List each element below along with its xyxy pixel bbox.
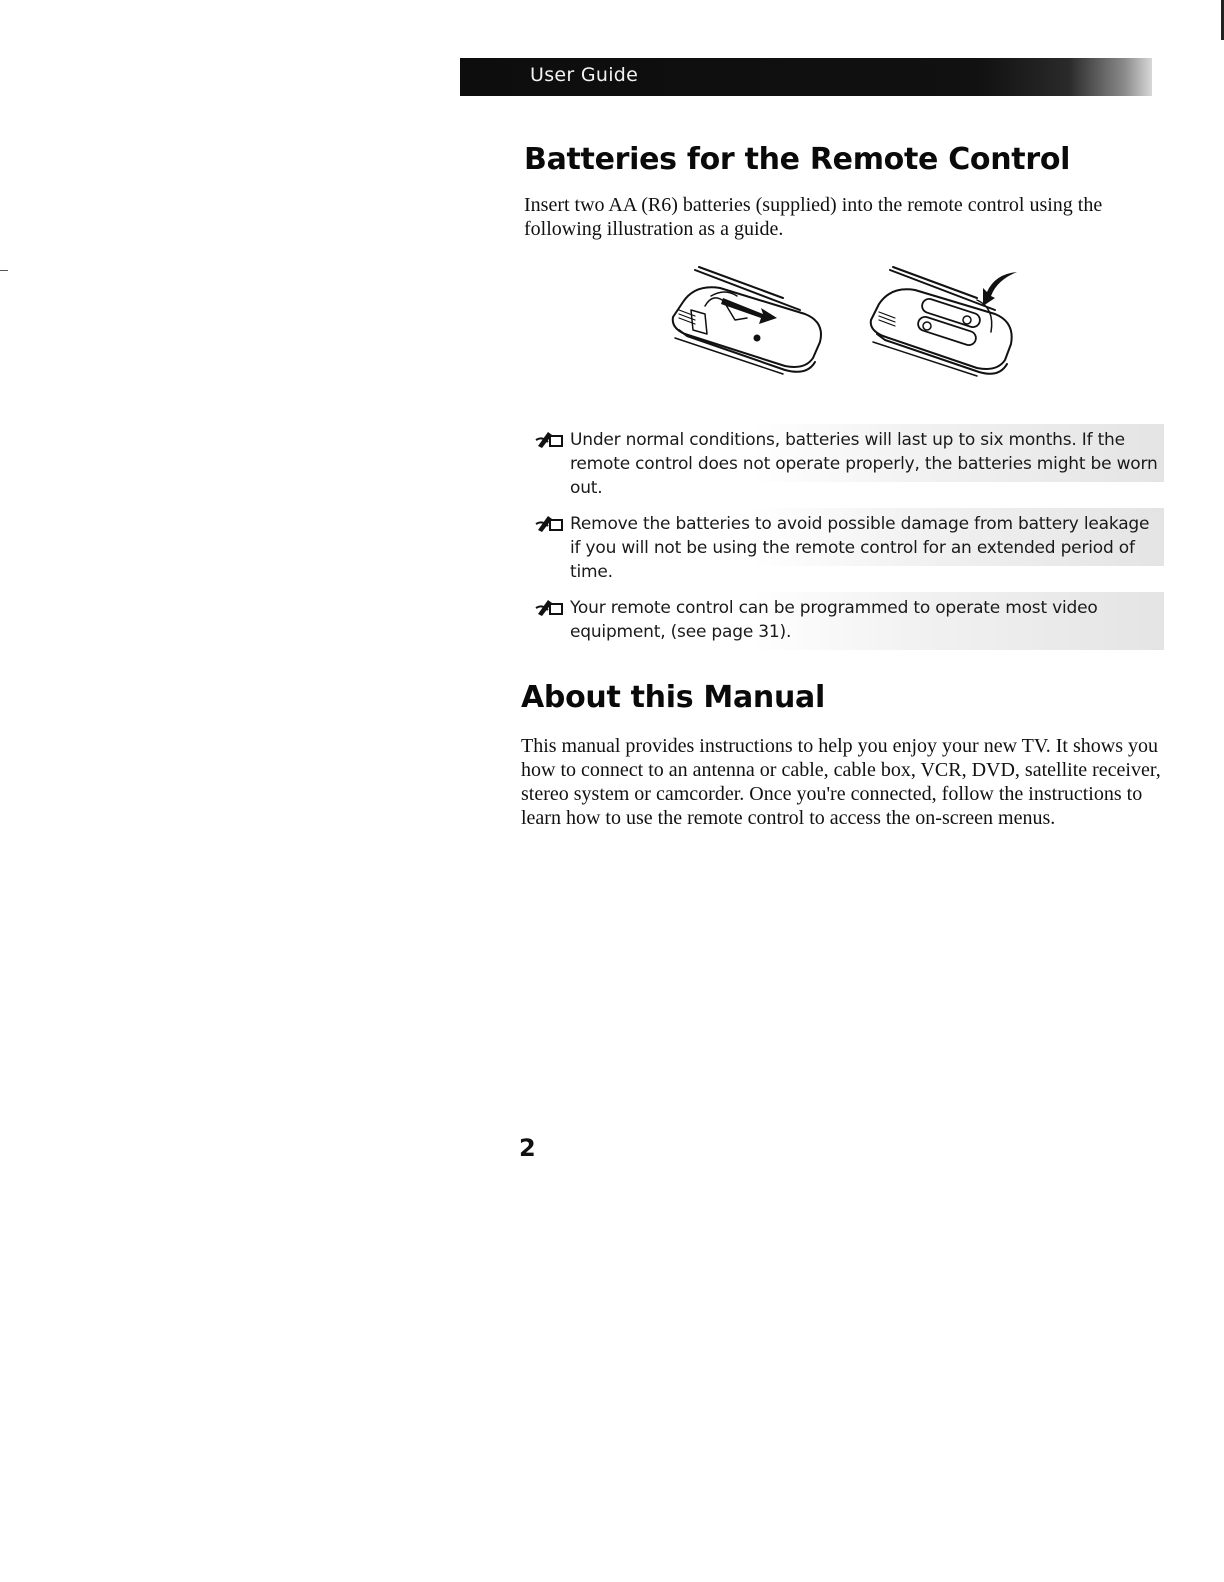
remote-batteries-inserted-drawing (871, 267, 1012, 376)
note-battery-life (528, 424, 1164, 498)
header-title: User Guide (530, 64, 639, 86)
manual-section-title: About this Manual (521, 680, 825, 715)
note-text: Remove the batteries to avoid possible damage from battery leakage if you will not be using the remote control for an extended period of time. (570, 514, 1150, 582)
batteries-section-title: Batteries for the Remote Control (524, 142, 1071, 177)
page-edge-mark (0, 270, 8, 271)
batteries-intro-text: Insert two AA (R6) batteries (supplied) into the remote control using the following illustration as a guide. (524, 194, 1103, 240)
note-pen-icon (534, 512, 566, 532)
manual-body-text: This manual provides instructions to help you enjoy your new TV. It shows you how to connect to an antenna or cable, cable box, VCR, DVD, satellite receiver, stereo system or camcorder. Once you're connected, follow the instructions to learn how to use the remote control to access the on-screen menus. (521, 735, 1161, 829)
insert-arrow-icon (983, 272, 1017, 306)
note-battery-removal (528, 508, 1164, 582)
note-programming (528, 592, 1164, 650)
note-pen-icon (534, 596, 566, 616)
header-bar (460, 58, 1152, 96)
page-number: 2 (519, 1134, 536, 1162)
remote-cover-open-drawing (673, 267, 821, 374)
note-text: Under normal conditions, batteries will last up to six months. If the remote control does not operate properly, the batteries might be worn out. (570, 430, 1158, 498)
note-pen-icon (534, 428, 566, 448)
note-text: Your remote control can be programmed to operate most video equipment, (see page 31). (570, 598, 1098, 642)
battery-insertion-illustration (665, 262, 1025, 384)
